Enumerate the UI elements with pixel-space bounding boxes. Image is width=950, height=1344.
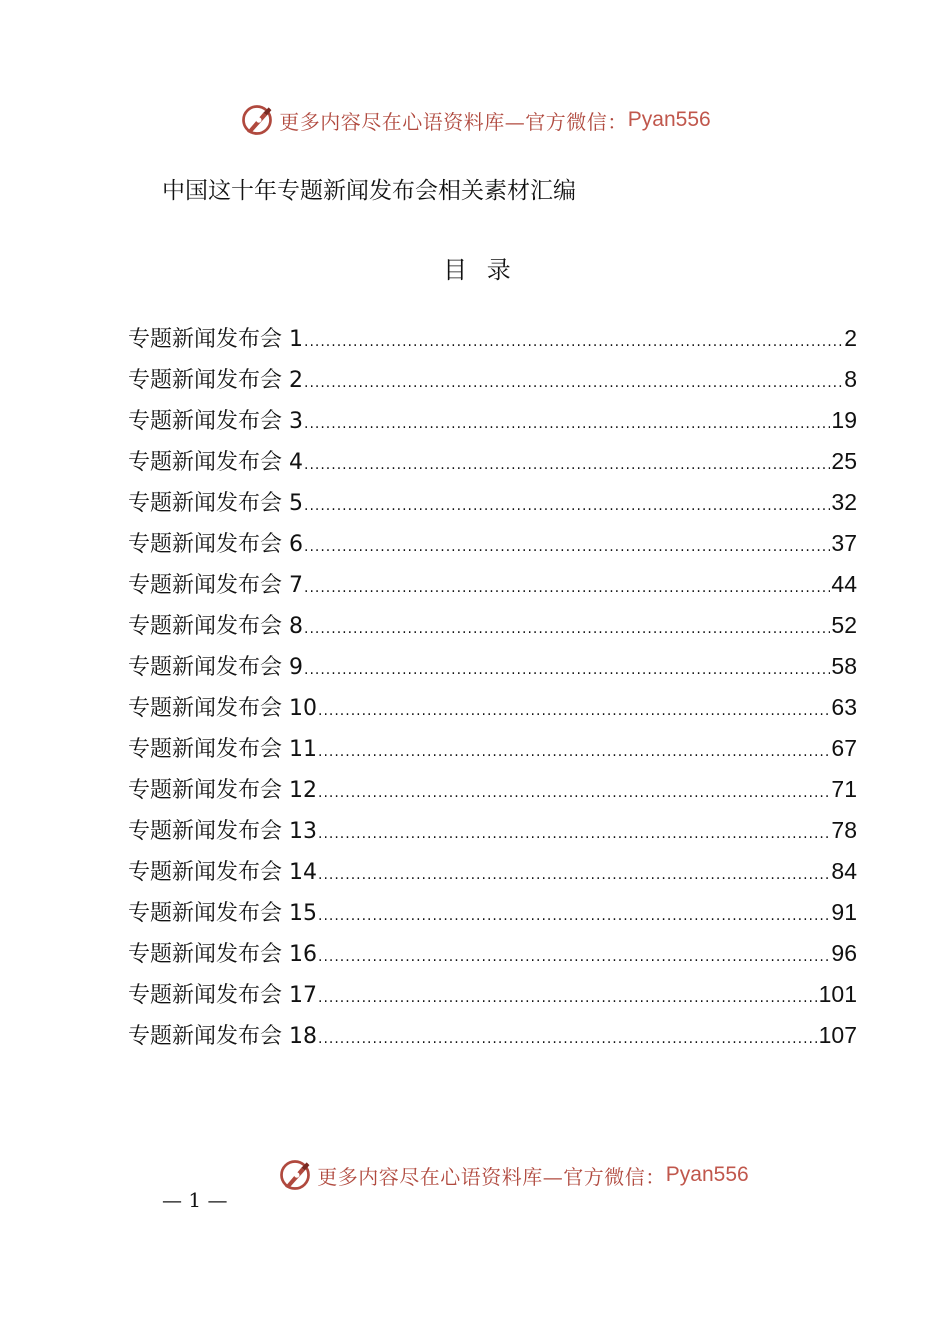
toc-entry-label: 专题新闻发布会 18: [128, 1024, 317, 1049]
toc-entry[interactable]: [128, 609, 857, 650]
dot-leader: [318, 826, 830, 842]
dot-leader: [304, 539, 830, 555]
dot-leader: [318, 990, 818, 1006]
toc-entry[interactable]: [128, 773, 857, 814]
dot-leader: [318, 703, 830, 719]
toc-entry[interactable]: [128, 937, 857, 978]
toc-entry[interactable]: [128, 978, 857, 1019]
toc-entry-page: 37: [831, 530, 857, 556]
toc-entry-page: 71: [831, 776, 857, 802]
toc-entry-label: 专题新闻发布会 14: [128, 860, 317, 885]
dot-leader: [304, 580, 830, 596]
toc-entry-label: 专题新闻发布会 17: [128, 983, 317, 1008]
toc-heading: 目 录: [443, 256, 517, 284]
toc-entry-page: 44: [831, 571, 857, 597]
toc-entry-page: 107: [818, 1022, 857, 1048]
toc-entry[interactable]: [128, 855, 857, 896]
toc-entry-page: 32: [831, 489, 857, 515]
toc-entry[interactable]: [128, 814, 857, 855]
page-number: — 1 —: [162, 1188, 228, 1212]
banner-text: 更多内容尽在心语资料库—官方微信：: [317, 1164, 666, 1189]
toc-entry-page: 78: [831, 817, 857, 843]
dot-leader: [318, 1031, 818, 1047]
dot-leader: [304, 375, 843, 391]
document-title: 中国这十年专题新闻发布会相关素材汇编: [162, 178, 576, 204]
toc-entry-page: 25: [831, 448, 857, 474]
toc-entry[interactable]: [128, 732, 857, 773]
toc-entry-label: 专题新闻发布会 15: [128, 901, 317, 926]
toc-entry-label: 专题新闻发布会 5: [128, 491, 303, 516]
toc-entry-label: 专题新闻发布会 8: [128, 614, 303, 639]
toc-entry-label: 专题新闻发布会 1: [128, 327, 303, 352]
banner-text: 更多内容尽在心语资料库—官方微信：: [279, 109, 628, 134]
toc-entry[interactable]: [128, 404, 857, 445]
toc-entry[interactable]: [128, 896, 857, 937]
toc-entry-page: 58: [831, 653, 857, 679]
toc-entry-label: 专题新闻发布会 6: [128, 532, 303, 557]
dot-leader: [304, 498, 830, 514]
toc-entry-page: 91: [831, 899, 857, 925]
toc-entry-label: 专题新闻发布会 10: [128, 696, 317, 721]
header-banner: [0, 100, 950, 140]
toc-entry-label: 专题新闻发布会 2: [128, 368, 303, 393]
toc-entry-page: 101: [818, 981, 857, 1007]
banner-wechat-id: Pyan556: [627, 108, 711, 131]
toc-entry-label: 专题新闻发布会 7: [128, 573, 303, 598]
toc-entry-label: 专题新闻发布会 11: [128, 737, 317, 762]
dot-leader: [304, 334, 843, 350]
toc-entry-page: 52: [831, 612, 857, 638]
banner-wechat-id: Pyan556: [665, 1163, 749, 1186]
dot-leader: [304, 621, 830, 637]
toc-entry-page: 19: [831, 407, 857, 433]
toc-entry-label: 专题新闻发布会 4: [128, 450, 303, 475]
toc-entry[interactable]: [128, 527, 857, 568]
toc-entry-page: 67: [831, 735, 857, 761]
toc-entry[interactable]: [128, 568, 857, 609]
dot-leader: [304, 416, 830, 432]
pen-logo-icon: [239, 102, 275, 138]
toc-entry-page: 96: [831, 940, 857, 966]
dot-leader: [318, 744, 830, 760]
dot-leader: [318, 785, 830, 801]
toc-entry-page: 63: [831, 694, 857, 720]
toc-entry[interactable]: [128, 445, 857, 486]
toc-entry-page: 84: [831, 858, 857, 884]
toc-entry-label: 专题新闻发布会 16: [128, 942, 317, 967]
dot-leader: [304, 457, 830, 473]
toc-entry[interactable]: [128, 363, 857, 404]
toc-entry-label: 专题新闻发布会 3: [128, 409, 303, 434]
pen-logo-icon: [277, 1157, 313, 1193]
toc-entry-page: 2: [844, 325, 857, 351]
dot-leader: [318, 867, 830, 883]
dot-leader: [304, 662, 830, 678]
dot-leader: [318, 949, 830, 965]
toc-entry[interactable]: [128, 650, 857, 691]
toc-entry[interactable]: [128, 1019, 857, 1060]
toc-entry[interactable]: [128, 322, 857, 363]
toc-entry-label: 专题新闻发布会 9: [128, 655, 303, 680]
dot-leader: [318, 908, 830, 924]
table-of-contents: [128, 322, 857, 1060]
toc-entry[interactable]: [128, 691, 857, 732]
toc-entry[interactable]: [128, 486, 857, 527]
toc-entry-label: 专题新闻发布会 13: [128, 819, 317, 844]
toc-entry-label: 专题新闻发布会 12: [128, 778, 317, 803]
toc-entry-page: 8: [844, 366, 857, 392]
